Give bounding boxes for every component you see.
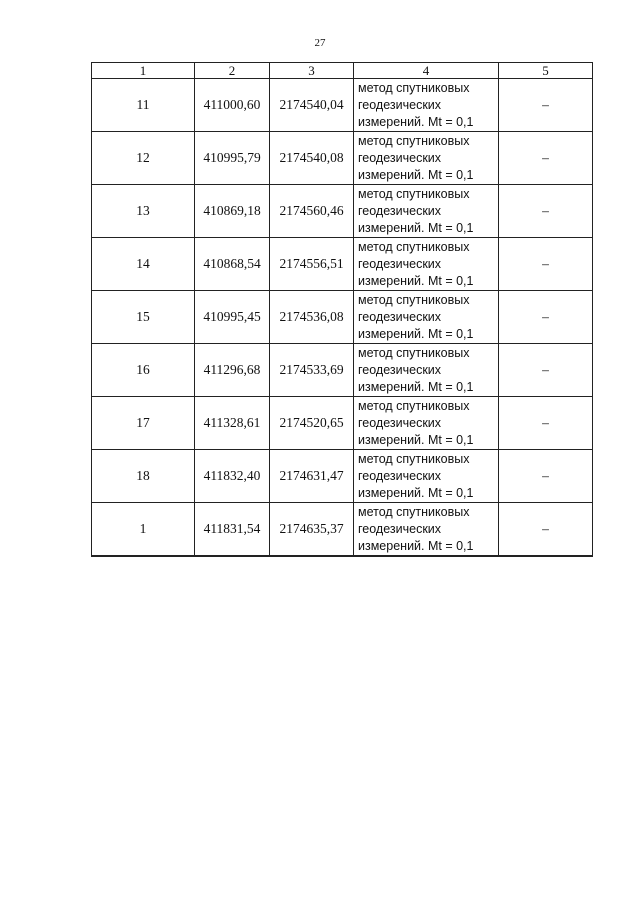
x-coordinate-cell: 411000,60 (195, 79, 270, 132)
x-coordinate-cell: 410995,79 (195, 132, 270, 185)
method-cell: метод спутниковых геодезических измерений. Mt = 0,1 (354, 397, 499, 450)
table-row (92, 397, 593, 450)
column-header-3: 3 (270, 63, 354, 79)
column-header-1: 1 (92, 63, 195, 79)
table-row (92, 79, 593, 132)
column-header-2: 2 (195, 63, 270, 79)
note-cell: – (499, 397, 593, 450)
point-number-cell: 11 (92, 79, 195, 132)
y-coordinate-cell: 2174635,37 (270, 503, 354, 557)
point-number-cell: 18 (92, 450, 195, 503)
point-number-cell: 15 (92, 291, 195, 344)
method-cell: метод спутниковых геодезических измерений. Mt = 0,1 (354, 132, 499, 185)
y-coordinate-cell: 2174536,08 (270, 291, 354, 344)
method-cell: метод спутниковых геодезических измерений. Mt = 0,1 (354, 503, 499, 557)
column-header-5: 5 (499, 63, 593, 79)
method-cell: метод спутниковых геодезических измерений. Mt = 0,1 (354, 185, 499, 238)
table-header-row (92, 63, 593, 79)
y-coordinate-cell: 2174533,69 (270, 344, 354, 397)
x-coordinate-cell: 411831,54 (195, 503, 270, 557)
column-header-4: 4 (354, 63, 499, 79)
table-row (92, 344, 593, 397)
y-coordinate-cell: 2174560,46 (270, 185, 354, 238)
y-coordinate-cell: 2174556,51 (270, 238, 354, 291)
note-cell: – (499, 132, 593, 185)
method-cell: метод спутниковых геодезических измерений. Mt = 0,1 (354, 450, 499, 503)
point-number-cell: 14 (92, 238, 195, 291)
note-cell: – (499, 238, 593, 291)
note-cell: – (499, 450, 593, 503)
x-coordinate-cell: 410868,54 (195, 238, 270, 291)
point-number-cell: 1 (92, 503, 195, 557)
method-cell: метод спутниковых геодезических измерений. Mt = 0,1 (354, 238, 499, 291)
x-coordinate-cell: 410995,45 (195, 291, 270, 344)
table-row (92, 450, 593, 503)
x-coordinate-cell: 410869,18 (195, 185, 270, 238)
table-row (92, 132, 593, 185)
note-cell: – (499, 79, 593, 132)
point-number-cell: 17 (92, 397, 195, 450)
y-coordinate-cell: 2174540,04 (270, 79, 354, 132)
note-cell: – (499, 503, 593, 557)
point-number-cell: 16 (92, 344, 195, 397)
method-cell: метод спутниковых геодезических измерений. Mt = 0,1 (354, 344, 499, 397)
x-coordinate-cell: 411296,68 (195, 344, 270, 397)
y-coordinate-cell: 2174520,65 (270, 397, 354, 450)
table-row (92, 185, 593, 238)
note-cell: – (499, 185, 593, 238)
y-coordinate-cell: 2174631,47 (270, 450, 354, 503)
page-number: 27 (314, 37, 326, 49)
point-number-cell: 13 (92, 185, 195, 238)
note-cell: – (499, 291, 593, 344)
note-cell: – (499, 344, 593, 397)
x-coordinate-cell: 411328,61 (195, 397, 270, 450)
method-cell: метод спутниковых геодезических измерений. Mt = 0,1 (354, 291, 499, 344)
coordinates-table (91, 62, 593, 557)
point-number-cell: 12 (92, 132, 195, 185)
method-cell: метод спутниковых геодезических измерений. Mt = 0,1 (354, 79, 499, 132)
x-coordinate-cell: 411832,40 (195, 450, 270, 503)
y-coordinate-cell: 2174540,08 (270, 132, 354, 185)
table-row (92, 503, 593, 557)
table-row (92, 291, 593, 344)
table-row (92, 238, 593, 291)
